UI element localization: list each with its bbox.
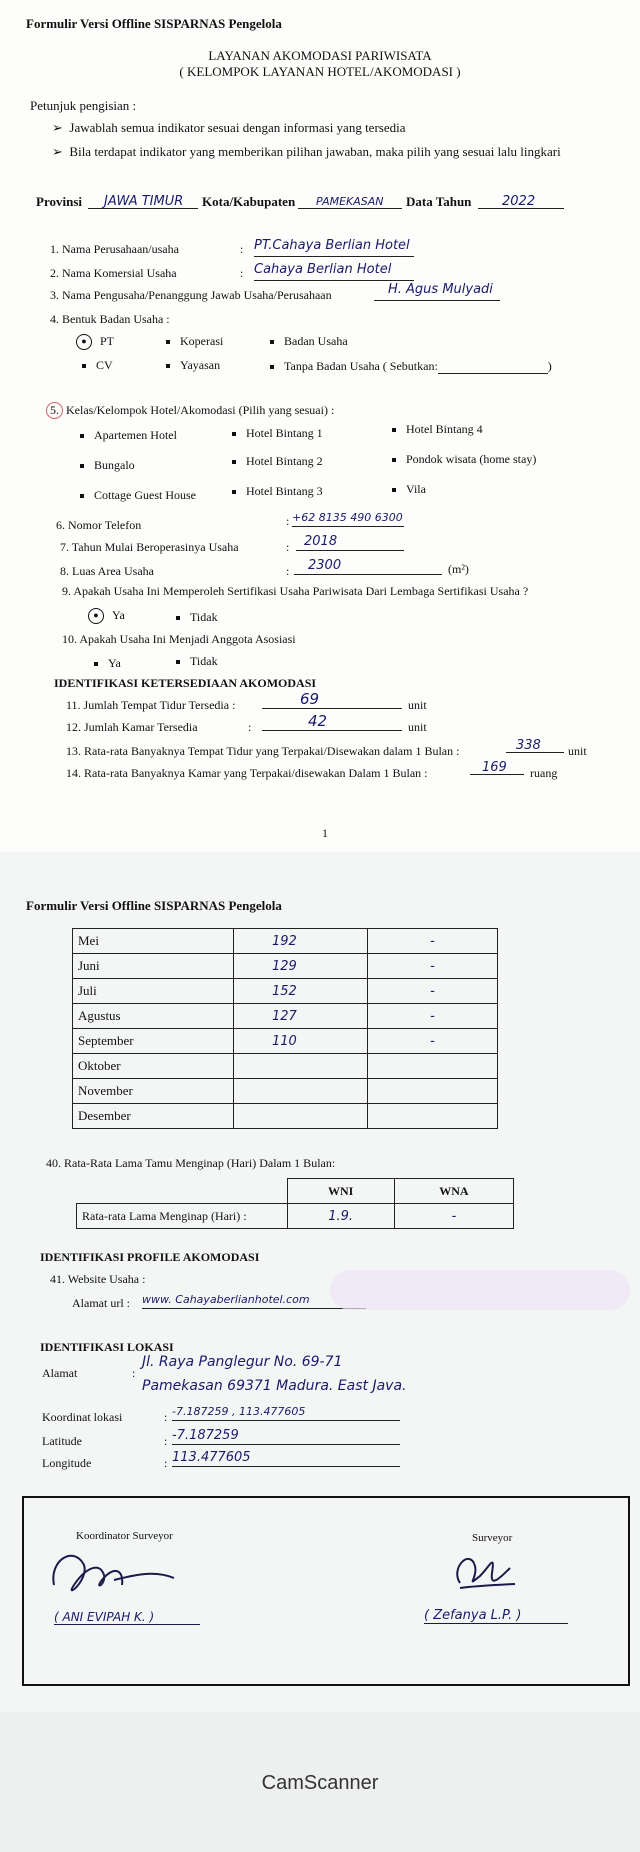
tahun-field[interactable]: 2022 <box>478 192 564 209</box>
month-cell: Mei <box>73 929 234 954</box>
table-row <box>73 1054 498 1079</box>
q4-opt-badan-usaha[interactable]: Badan Usaha <box>270 334 348 349</box>
camscanner-label: CamScanner <box>261 1772 379 1794</box>
q4-opt-pt[interactable]: ● PT <box>76 334 114 350</box>
q2-label: 2. Nama Komersial Usaha <box>50 266 177 280</box>
signature-koordinator <box>44 1540 184 1610</box>
provinsi-label: Provinsi <box>36 194 82 209</box>
value-cell[interactable] <box>234 1104 368 1129</box>
q5-label: 5. Kelas/Kelompok Hotel/Akomodasi (Pilih yang sesuai) : <box>46 402 334 419</box>
q10-label: 10. Apakah Usaha Ini Menjadi Anggota Asosiasi <box>62 632 296 646</box>
q41-url-field[interactable]: www. Cahayaberlianhotel.com <box>142 1290 366 1309</box>
value-cell[interactable] <box>234 1079 368 1104</box>
month-cell: Desember <box>73 1104 234 1129</box>
q14-label: 14. Rata-rata Banyaknya Kamar yang Terpakai/disewakan Dalam 1 Bulan : <box>66 766 428 780</box>
provinsi-field[interactable]: JAWA TIMUR <box>88 192 198 209</box>
table-row <box>73 1029 498 1054</box>
table-row <box>73 1104 498 1129</box>
signature-surveyor-name: ( Zefanya L.P. ) <box>424 1608 568 1624</box>
value-cell[interactable]: 110 <box>234 1029 368 1054</box>
q4-opt-tanpa[interactable]: Tanpa Badan Usaha ( Sebutkan: ) <box>270 358 552 374</box>
longitude-field[interactable]: 113.477605 <box>172 1448 400 1467</box>
value-cell[interactable]: - <box>368 979 498 1004</box>
value-cell[interactable]: - <box>368 1004 498 1029</box>
q12-field[interactable]: 42 <box>262 712 402 731</box>
q5-opt-bintang-1[interactable]: Hotel Bintang 1 <box>232 426 323 441</box>
table-row <box>73 954 498 979</box>
q40-wni-value[interactable]: 1.9. <box>287 1204 394 1229</box>
table-row <box>73 1004 498 1029</box>
q41-url-label: Alamat url : <box>72 1296 130 1310</box>
month-cell: Juni <box>73 954 234 979</box>
table-row <box>73 1079 498 1104</box>
petunjuk-label: Petunjuk pengisian : <box>30 98 137 113</box>
latitude-field[interactable]: -7.187259 <box>172 1426 400 1445</box>
value-cell[interactable] <box>368 1054 498 1079</box>
signature-surveyor <box>440 1538 520 1598</box>
koordinator-surveyor-label: Koordinator Surveyor <box>76 1530 173 1542</box>
q4-opt-koperasi[interactable]: Koperasi <box>166 334 223 349</box>
value-cell[interactable]: 192 <box>234 929 368 954</box>
q1-label: 1. Nama Perusahaan/usaha <box>50 242 179 256</box>
petunjuk-item-1: ➢ Jawablah semua indikator sesuai dengan informasi yang tersedia <box>52 120 406 135</box>
q8-field[interactable]: 2300 <box>294 556 442 575</box>
koordinat-field[interactable]: -7.187259 , 113.477605 <box>172 1402 400 1421</box>
alamat-label: Alamat <box>42 1366 78 1380</box>
page-number: 1 <box>322 826 328 840</box>
petunjuk-item-2: ➢ Bila terdapat indikator yang memberikan pilihan jawaban, maka pilih yang sesuai lalu lingkari <box>52 144 561 159</box>
value-cell[interactable]: - <box>368 1029 498 1054</box>
q5-opt-vila[interactable]: Vila <box>392 482 426 497</box>
section-ketersediaan: IDENTIFIKASI KETERSEDIAAN AKOMODASI <box>54 676 317 690</box>
value-cell[interactable]: - <box>368 954 498 979</box>
q14-field[interactable]: 169 <box>470 758 524 775</box>
value-cell[interactable] <box>368 1104 498 1129</box>
q8-label: 8. Luas Area Usaha <box>60 564 154 578</box>
q6-label: 6. Nomor Telefon <box>56 518 142 532</box>
q11-field[interactable]: 69 <box>262 690 402 709</box>
value-cell[interactable]: 129 <box>234 954 368 979</box>
q41-label: 41. Website Usaha : <box>50 1272 146 1286</box>
q11-unit: unit <box>408 698 427 712</box>
q5-opt-apartemen[interactable]: Apartemen Hotel <box>80 428 177 443</box>
monthly-table <box>72 928 498 1129</box>
q4-opt-cv[interactable]: CV <box>82 358 113 373</box>
alamat-line-2[interactable]: Pamekasan 69371 Madura. East Java. <box>142 1378 407 1394</box>
month-cell: November <box>73 1079 234 1104</box>
kota-field[interactable]: PAMEKASAN <box>298 192 402 209</box>
q13-label: 13. Rata-rata Banyaknya Tempat Tidur yang Terpakai/Disewakan dalam 1 Bulan : <box>66 744 460 758</box>
q2-field[interactable]: Cahaya Berlian Hotel <box>254 260 414 281</box>
q5-opt-bintang-3[interactable]: Hotel Bintang 3 <box>232 484 323 499</box>
surveyor-label: Surveyor <box>472 1532 513 1544</box>
value-cell[interactable]: - <box>368 929 498 954</box>
q9-label: 9. Apakah Usaha Ini Memperoleh Sertifikasi Usaha Pariwisata Dari Lembaga Sertifikasi Usaha ? <box>62 584 529 598</box>
q4-label: 4. Bentuk Badan Usaha : <box>50 312 170 326</box>
q3-label: 3. Nama Pengusaha/Penanggung Jawab Usaha/Perusahaan <box>50 288 332 302</box>
value-cell[interactable] <box>234 1054 368 1079</box>
redaction-blur <box>330 1270 630 1310</box>
q40-wna-value[interactable]: - <box>394 1204 513 1229</box>
form-header-2: Formulir Versi Offline SISPARNAS Pengelola <box>26 898 282 913</box>
q13-unit: unit <box>568 744 587 758</box>
kota-label: Kota/Kabupaten <box>202 194 296 209</box>
form-header: Formulir Versi Offline SISPARNAS Pengelola <box>26 16 282 31</box>
alamat-line-1[interactable]: Jl. Raya Panglegur No. 69-71 <box>142 1354 343 1370</box>
q7-field[interactable]: 2018 <box>296 532 404 551</box>
form-title-1: LAYANAN AKOMODASI PARIWISATA <box>208 48 432 63</box>
value-cell[interactable] <box>368 1079 498 1104</box>
q7-label: 7. Tahun Mulai Beroperasinya Usaha <box>60 540 239 554</box>
koordinat-label: Koordinat lokasi <box>42 1410 123 1424</box>
q10-opt-tidak[interactable]: Tidak <box>176 654 218 669</box>
form-title-2: ( KELOMPOK LAYANAN HOTEL/AKOMODASI ) <box>179 64 461 79</box>
selected-circle-icon: ● <box>88 608 104 624</box>
latitude-label: Latitude <box>42 1434 82 1448</box>
q40-label: 40. Rata-Rata Lama Tamu Menginap (Hari) Dalam 1 Bulan: <box>46 1156 336 1170</box>
table-row <box>73 929 498 954</box>
month-cell: Oktober <box>73 1054 234 1079</box>
month-cell: Juli <box>73 979 234 1004</box>
q10-opt-ya[interactable]: Ya <box>94 656 121 671</box>
q40-wni-header: WNI <box>287 1179 394 1204</box>
tahun-label: Data Tahun <box>406 194 472 209</box>
section-profile: IDENTIFIKASI PROFILE AKOMODASI <box>40 1250 260 1264</box>
q9-opt-ya[interactable]: ● Ya <box>88 608 125 624</box>
q1-field[interactable]: PT.Cahaya Berlian Hotel <box>254 236 414 257</box>
value-cell[interactable]: 152 <box>234 979 368 1004</box>
q8-unit: (m²) <box>448 562 469 576</box>
section-lokasi: IDENTIFIKASI LOKASI <box>40 1340 174 1354</box>
q12-label: 12. Jumlah Kamar Tersedia <box>66 720 198 734</box>
q3-field[interactable]: H. Agus Mulyadi <box>374 280 500 301</box>
table-row <box>73 979 498 1004</box>
q5-opt-pondok[interactable]: Pondok wisata (home stay) <box>392 452 536 467</box>
q5-opt-bintang-2[interactable]: Hotel Bintang 2 <box>232 454 323 469</box>
signature-koordinator-name: ( ANI EVIPAH K. ) <box>54 1610 200 1625</box>
month-cell: September <box>73 1029 234 1054</box>
q11-label: 11. Jumlah Tempat Tidur Tersedia : <box>66 698 236 712</box>
value-cell[interactable]: 127 <box>234 1004 368 1029</box>
q9-opt-tidak[interactable]: Tidak <box>176 610 218 625</box>
q40-table <box>76 1178 514 1229</box>
selected-circle-icon: ● <box>76 334 92 350</box>
q12-unit: unit <box>408 720 427 734</box>
q13-field[interactable]: 338 <box>506 736 564 753</box>
q5-opt-bungalo[interactable]: Bungalo <box>80 458 135 473</box>
q4-opt-yayasan[interactable]: Yayasan <box>166 358 220 373</box>
q5-opt-cottage[interactable]: Cottage Guest House <box>80 488 196 503</box>
q6-field[interactable]: +62 8135 490 6300 <box>292 508 404 527</box>
q40-wna-header: WNA <box>394 1179 513 1204</box>
month-cell: Agustus <box>73 1004 234 1029</box>
q40-row-label: Rata-rata Lama Menginap (Hari) : <box>77 1204 288 1229</box>
q14-unit: ruang <box>530 766 558 780</box>
longitude-label: Longitude <box>42 1456 92 1470</box>
q5-opt-bintang-4[interactable]: Hotel Bintang 4 <box>392 422 483 437</box>
